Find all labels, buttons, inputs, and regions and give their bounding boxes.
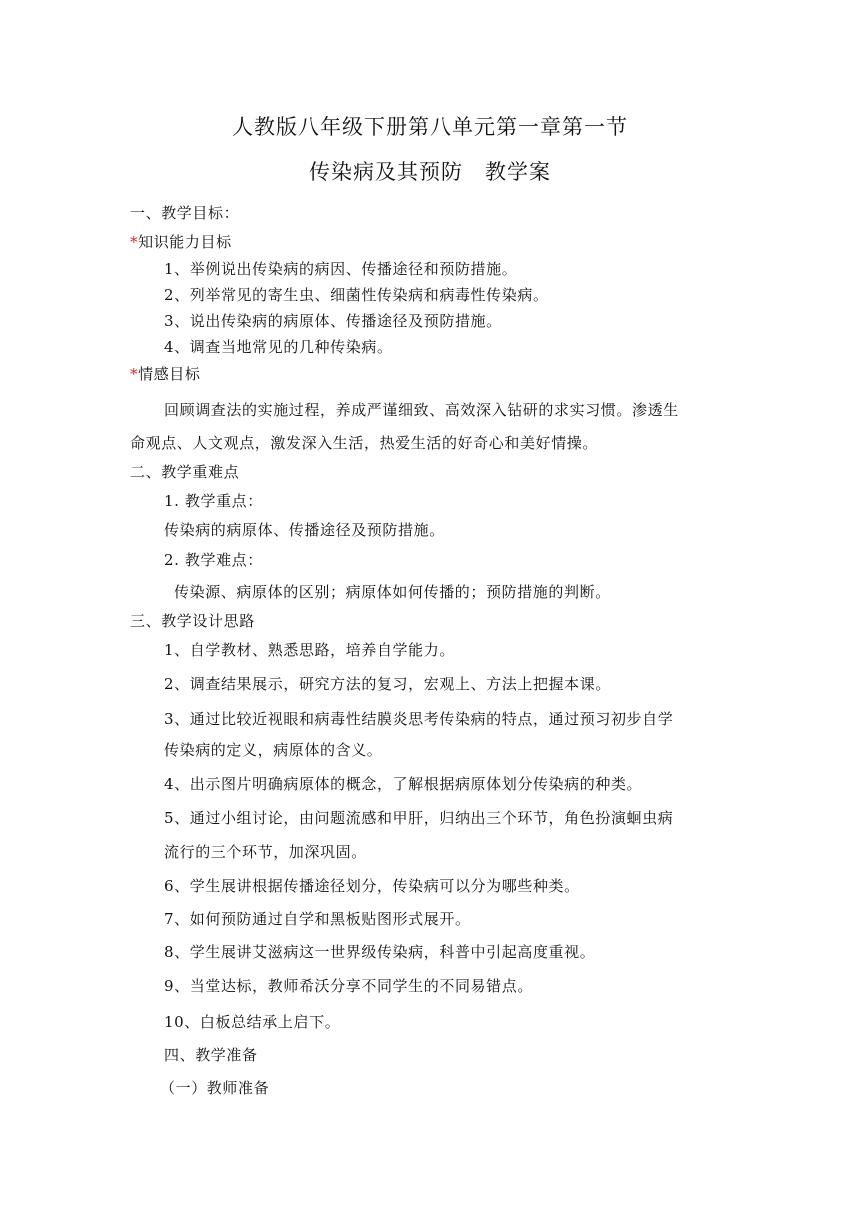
key-point-label: 1. 教学重点： (164, 492, 263, 510)
design-item: 3、通过比较近视眼和病毒性结膜炎思考传染病的特点，通过预习初步自学 (164, 710, 674, 728)
knowledge-goal-label: 知识能力目标 (138, 233, 232, 251)
key-point-text: 传染病的病原体、传播途径及预防措施。 (164, 521, 445, 539)
design-item: 4、出示图片明确病原体的概念，了解根据病原体划分传染病的种类。 (164, 775, 643, 793)
section3-heading: 三、教学设计思路 (130, 612, 255, 630)
knowledge-item: 2、列举常见的寄生虫、细菌性传染病和病毒性传染病。 (164, 286, 549, 304)
emotion-goal-heading (130, 364, 201, 384)
star-marker: * (130, 233, 139, 251)
difficult-point-text: 传染源、病原体的区别；病原体如何传播的；预防措施的判断。 (174, 583, 611, 601)
knowledge-goal-heading (130, 232, 232, 252)
knowledge-item: 3、说出传染病的病原体、传播途径及预防措施。 (164, 312, 502, 330)
document-subtitle: 传染病及其预防 教学案 (309, 160, 551, 184)
design-item: 8、学生展讲艾滋病这一世界级传染病，科普中引起高度重视。 (164, 943, 596, 961)
emotion-goal-label: 情感目标 (138, 365, 201, 383)
design-item: 1、自学教材、熟悉思路，培养自学能力。 (164, 641, 455, 659)
design-item: 9、当堂达标，教师希沃分享不同学生的不同易错点。 (164, 977, 533, 995)
design-item: 6、学生展讲根据传播途径划分，传染病可以分为哪些种类。 (164, 877, 580, 895)
star-marker: * (130, 365, 139, 383)
knowledge-item: 4、调查当地常见的几种传染病。 (164, 338, 393, 356)
knowledge-item: 1、举例说出传染病的病因、传播途径和预防措施。 (164, 260, 518, 278)
design-item: 7、如何预防通过自学和黑板贴图形式展开。 (164, 910, 471, 928)
design-item-continued: 流行的三个环节，加深巩固。 (164, 843, 367, 861)
difficult-point-label: 2. 教学难点： (164, 551, 263, 569)
design-item: 10、白板总结承上启下。 (164, 1013, 341, 1031)
design-item: 2、调查结果展示，研究方法的复习，宏观上、方法上把握本课。 (164, 675, 611, 693)
teacher-preparation-heading: （一）教师准备 (160, 1079, 270, 1097)
document-title: 人教版八年级下册第八单元第一章第一节 (232, 115, 628, 139)
emotion-paragraph-line: 回顾调查法的实施过程，养成严谨细致、高效深入钻研的求实习惯。渗透生 (164, 401, 679, 419)
section1-heading: 一、教学目标： (130, 204, 240, 222)
design-item-continued: 传染病的定义，病原体的含义。 (164, 741, 383, 759)
design-item: 5、通过小组讨论，由问题流感和甲肝，归纳出三个环节，角色扮演蛔虫病 (164, 809, 674, 827)
section4-heading: 四、教学准备 (164, 1046, 258, 1064)
section2-heading: 二、教学重难点 (130, 463, 240, 481)
emotion-paragraph-line: 命观点、人文观点，激发深入生活，热爱生活的好奇心和美好情操。 (130, 434, 599, 452)
